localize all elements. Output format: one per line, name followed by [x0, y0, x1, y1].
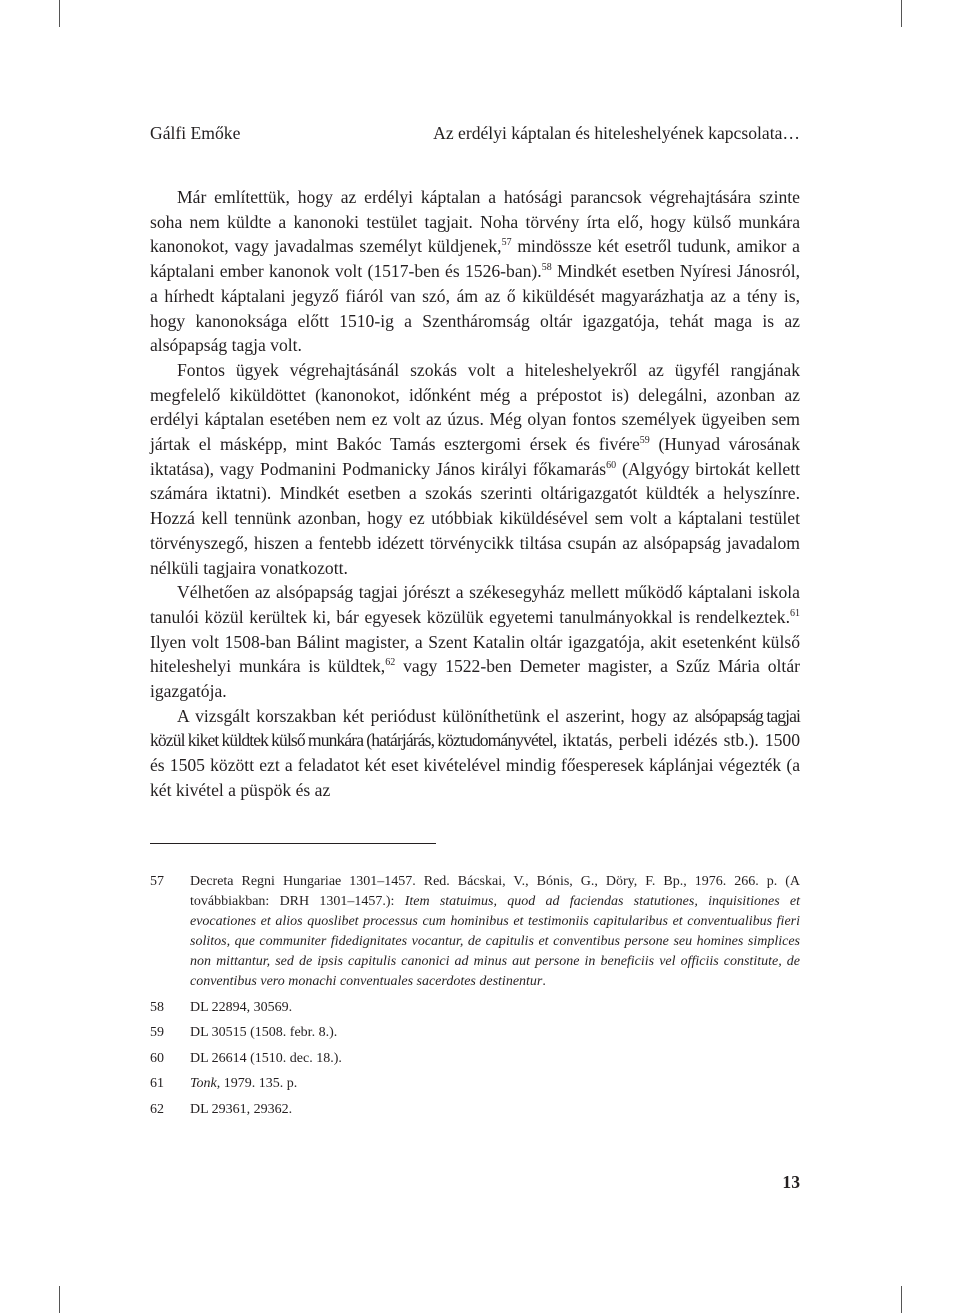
crop-mark-top-right — [901, 0, 902, 27]
paragraph-text: Ilyen volt 1508-ban Bálint magister, a Szent Katalin oltár igazgatója, akit esetenként külső hiteleshelyi munkára is küldtek, — [150, 631, 800, 677]
paragraph-text: A vizsgált korszakban két periódust különíthetünk el aszerint, hogy az — [177, 705, 695, 726]
footnote-ref: 59 — [639, 435, 650, 447]
footnote-text: DL 22894, 30569. — [190, 999, 293, 1015]
paragraph-text: (Hunyad városának iktatása), vagy Podmanini Podmanicky János királyi főkamarás — [150, 434, 800, 479]
page-number: 13 — [782, 1172, 800, 1192]
crop-mark-top-left — [59, 0, 60, 27]
crop-mark-bottom-right — [901, 1286, 902, 1313]
paragraph-text: Vélhetően az alsópapság tagjai jórészt a székesegyház mellett működő káptalani iskola tanulói közül kerültek ki, bár egyesek közülük egyetemi tanulmányokkal is rendelkeztek. — [150, 582, 800, 627]
paragraph-text-tight: alsópapság tagjai közül kiket küldtek külső munkára (határjárás, köztudományvétel, — [150, 705, 801, 751]
footnote-57 — [150, 872, 800, 992]
footnotes — [150, 872, 800, 1125]
crop-mark-bottom-left — [59, 1286, 60, 1313]
paragraph-4 — [150, 704, 800, 803]
paragraph-text: vagy 1522-ben Demeter magister, a Szűz Mária oltár igazgatója. — [150, 656, 800, 702]
footnote-59 — [150, 1023, 800, 1043]
footnote-ref: 60 — [606, 459, 617, 471]
footnote-separator — [150, 843, 436, 844]
footnote-number: 60 — [150, 1050, 164, 1066]
footnote-text: DL 26614 (1510. dec. 18.). — [190, 1050, 342, 1066]
paragraph-3 — [150, 580, 800, 704]
footnote-62 — [150, 1100, 800, 1120]
footnote-ref: 57 — [501, 237, 512, 249]
footnote-ref: 61 — [790, 607, 800, 619]
body-text — [150, 185, 800, 803]
header-title: Az erdélyi káptalan és hiteleshelyének kapcsolata… — [433, 123, 800, 143]
footnote-number: 58 — [150, 999, 164, 1015]
footnote-number: 59 — [150, 1025, 164, 1040]
footnote-number: 62 — [150, 1101, 164, 1117]
footnote-ref: 58 — [541, 262, 552, 274]
footnote-author: Tonk — [190, 1076, 217, 1091]
footnote-text: . — [542, 974, 546, 989]
footnote-60 — [150, 1049, 800, 1069]
footnote-number: 61 — [150, 1076, 164, 1091]
footnote-text: DL 30515 (1508. febr. 8.). — [190, 1025, 338, 1040]
paragraph-2 — [150, 358, 800, 580]
paragraph-text: mindössze két esetről tudunk, amikor a káptalani ember kanonok volt (1517-ben és 1526-ban). — [150, 236, 800, 282]
footnote-text: DL 29361, 29362. — [190, 1101, 293, 1117]
paragraph-text: Már említettük, hogy az erdélyi káptalan a hatósági parancsok végrehajtására szinte soha nem küldte a kanonoki testület tagjait. Noha törvény írta elő, hogy külső munkára kanonokot, vagy javadalmas személyt küldjenek, — [150, 187, 800, 257]
footnote-number: 57 — [150, 874, 164, 889]
header-author: Gálfi Emőke — [150, 123, 241, 143]
footnote-text: , 1979. 135. p. — [216, 1076, 298, 1091]
paragraph-text: (Algyógy birtokát kellett számára iktatni). Mindkét esetben a szokás szerinti oltárigazgatót küldték a helyszínre. Hozzá kell tennünk azonban, hogy ez utóbbiak kiküldésével sem volt a káptalani testület törvényszegő, hiszen a fentebb idézett törvénycikk tiltása csupán az alsópapság javadalom nélküli tagjaira vonatkozott. — [150, 458, 800, 578]
paragraph-1 — [150, 185, 800, 358]
footnote-text: Decreta Regni Hungariae 1301–1457. Red. Bácskai, V., Bónis, G., Döry, F. Bp., 1976. 266. p. (A továbbiakban: DRH 1301–1457.): — [190, 874, 800, 909]
paragraph-text: iktatás, perbeli idézés stb.). 1500 és 1505 között ezt a feladatot két eset kivételével mindig főesperesek káplánjai végezték (a két kivétel a püspök és az — [150, 730, 801, 800]
footnote-ref: 62 — [385, 657, 396, 669]
footnote-61 — [150, 1074, 800, 1094]
footnote-58 — [150, 998, 800, 1018]
paragraph-text: Mindkét esetben Nyíresi Jánosról, a hírhedt káptalani jegyző fiáról van szó, ám az ő kiküldését magyarázhatja az a tény is, hogy kanonoksága előtt 1510-ig a Szentháromság oltár igazgatója, tehát maga is az alsópapság tagja volt. — [150, 261, 800, 356]
footnote-quote: Item statuimus, quod ad faciendas statutiones, inquisitiones et evocationes et alios quoslibet processus cum hominibus et testimoniis capitularibus et conventualibus fieri solitos, que communiter fidedignitates vocantur, de capitulis et conventibus persone seu homines simplices non mittantur, sed de ipsis capitulis canonici ad minus aut persone in beneficiis vel officiis constitute, de conventibus vero monachi conventuales sacerdotes destinentur — [190, 894, 800, 989]
paragraph-text: Fontos ügyek végrehajtásánál szokás volt a hiteleshelyekről az ügyfél rangjának megfelelő kiküldöttet (kanonokot, időnként még a prépostot is) delegálni, azonban az erdélyi káptalan esetében nem ez volt az úzus. Még olyan fontos személyek ügyeiben sem jártak el másképp, mint Bakóc Tamás esztergomi érsek és fivére — [150, 359, 800, 455]
